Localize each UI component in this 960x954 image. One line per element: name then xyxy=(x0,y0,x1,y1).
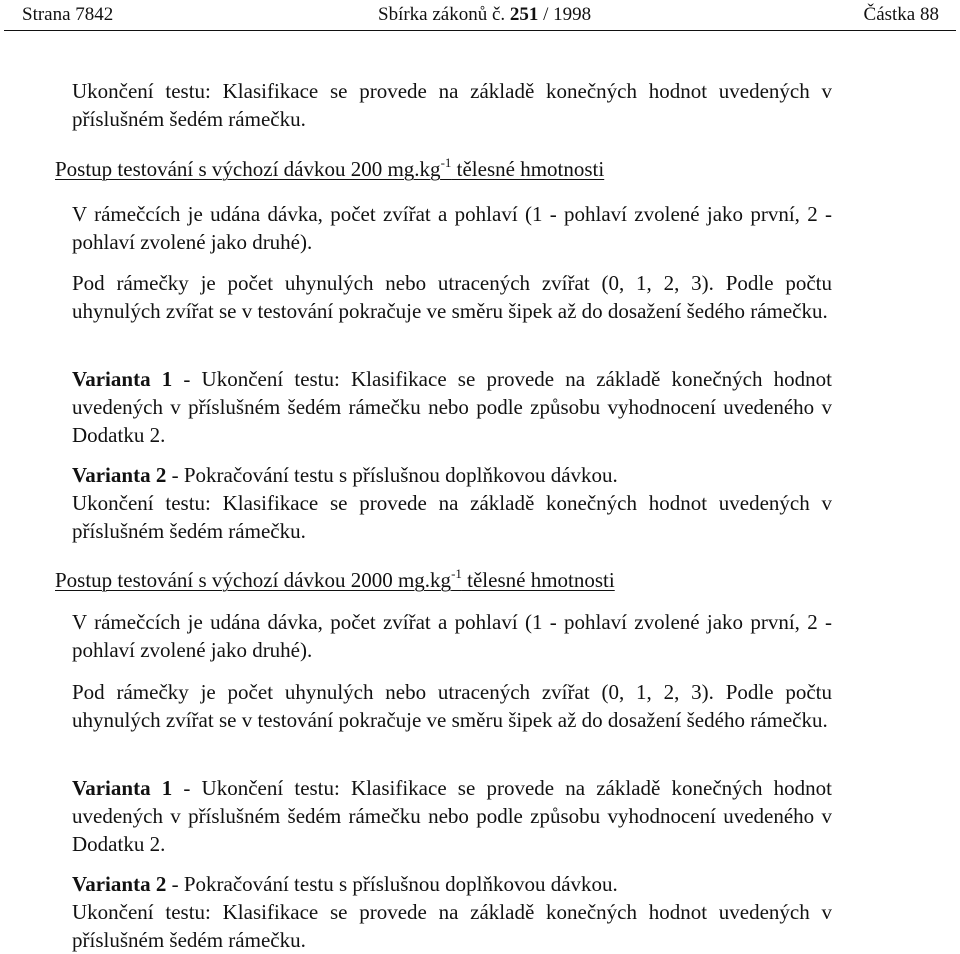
section-2000-boxes-paragraph xyxy=(72,608,832,664)
section-2000-variant-1 xyxy=(72,774,832,858)
section-200-v1-text: - Ukončení testu: Klasifikace se provede na základě konečných hodnot uvedených v příslušném šedém rámečku nebo podle způsobu vyhodnocení uvedeného v Dodatku 2. xyxy=(72,367,832,447)
section-2000-boxes-text: V rámečcích je udána dávka, počet zvířat a pohlaví (1 - pohlaví zvolené jako první, 2 - pohlaví zvolené jako druhé). xyxy=(72,610,832,662)
section-200-below-text: Pod rámečky je počet uhynulých nebo utracených zvířat (0, 1, 2, 3). Podle počtu uhynulých zvířat se v testování pokračuje ve směru šipek až do dosažení šedého rámečku. xyxy=(72,271,832,323)
page-header xyxy=(0,0,960,28)
section-200-heading-end: tělesné hmotnosti xyxy=(451,157,605,181)
section-2000-v2-termination xyxy=(72,898,832,954)
section-200-boxes-text: V rámečcích je udána dávka, počet zvířat a pohlaví (1 - pohlaví zvolené jako první, 2 - pohlaví zvolené jako druhé). xyxy=(72,202,832,254)
section-200-variant-2 xyxy=(72,461,832,489)
page-number: Strana 7842 xyxy=(22,4,114,25)
section-2000-v2-label: Varianta 2 xyxy=(72,872,167,896)
section-2000-below-text: Pod rámečky je počet uhynulých nebo utracených zvířat (0, 1, 2, 3). Podle počtu uhynulých zvířat se v testování pokračuje ve směru šipek až do dosažení šedého rámečku. xyxy=(72,680,832,732)
intro-termination-paragraph xyxy=(72,77,832,133)
intro-termination-text: Ukončení testu: Klasifikace se provede na základě konečných hodnot uvedených v příslušném šedém rámečku. xyxy=(72,79,832,131)
section-2000-v1-text: - Ukončení testu: Klasifikace se provede na základě konečných hodnot uvedených v příslušném šedém rámečku nebo podle způsobu vyhodnocení uvedeného v Dodatku 2. xyxy=(72,776,832,856)
section-2000-heading-start: Postup testování s výchozí dávkou 2000 mg.kg xyxy=(55,568,452,592)
section-200-v2-termination-text: Ukončení testu: Klasifikace se provede na základě konečných hodnot uvedených v příslušném šedém rámečku. xyxy=(72,491,832,543)
header-rule xyxy=(4,30,956,31)
section-200-variant-1 xyxy=(72,365,832,449)
section-2000-below-paragraph xyxy=(72,678,832,734)
section-200-v2-termination xyxy=(72,489,832,545)
section-2000-v1-label: Varianta 1 xyxy=(72,776,173,800)
section-2000-variant-2 xyxy=(72,870,832,898)
section-200-heading-start: Postup testování s výchozí dávkou 200 mg.kg xyxy=(55,157,441,181)
collection-prefix: Sbírka zákonů č. xyxy=(378,4,506,25)
section-200-heading xyxy=(55,155,604,183)
section-200-v2-label: Varianta 2 xyxy=(72,463,167,487)
law-year: / 1998 xyxy=(543,4,592,25)
section-2000-v2-text: - Pokračování testu s příslušnou doplňkovou dávkou. xyxy=(166,872,618,896)
law-number: 251 xyxy=(509,4,539,25)
section-200-v1-label: Varianta 1 xyxy=(72,367,173,391)
collection-title xyxy=(378,4,591,26)
section-200-boxes-paragraph xyxy=(72,200,832,256)
issue-number: Částka 88 xyxy=(863,4,939,25)
section-2000-heading-end: tělesné hmotnosti xyxy=(461,568,615,592)
section-200-v2-text: - Pokračování testu s příslušnou doplňkovou dávkou. xyxy=(166,463,618,487)
section-200-below-paragraph xyxy=(72,269,832,325)
section-2000-heading xyxy=(55,566,615,594)
section-200-heading-sup: -1 xyxy=(440,155,452,170)
section-2000-v2-termination-text: Ukončení testu: Klasifikace se provede na základě konečných hodnot uvedených v příslušném šedém rámečku. xyxy=(72,900,832,952)
section-2000-heading-sup: -1 xyxy=(451,566,462,581)
